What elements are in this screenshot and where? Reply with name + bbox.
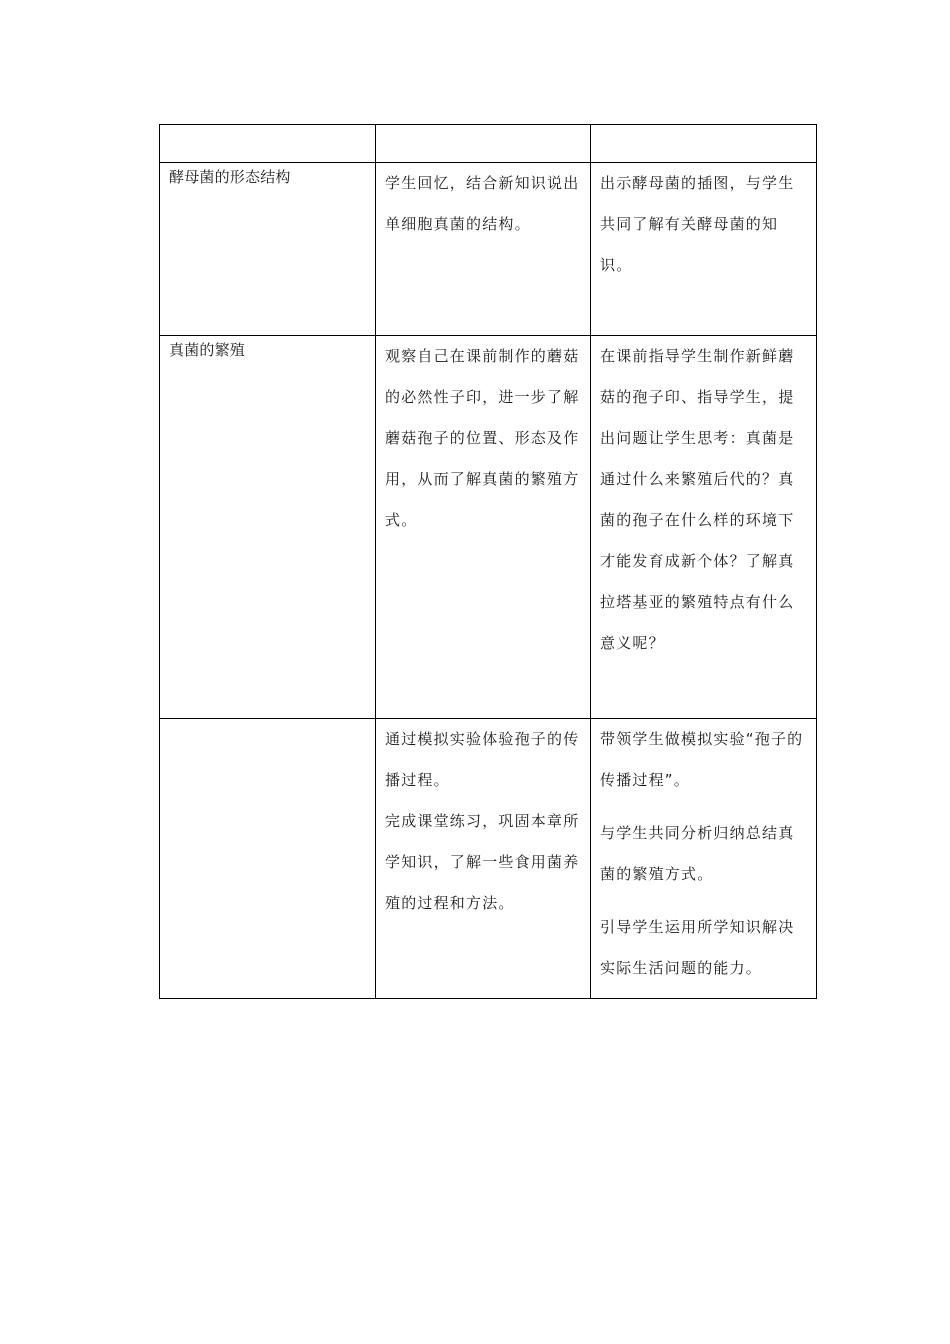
lesson-plan-table — [159, 124, 817, 999]
teacher-activity-cell — [591, 336, 817, 719]
teacher-activity-text: 引导学生运用所学知识解决实际生活问题的能力。 — [600, 918, 795, 977]
topic-cell — [160, 719, 376, 999]
student-activity-text: 通过模拟实验体验孢子的传播过程。 — [385, 730, 580, 789]
topic-cell — [160, 163, 376, 336]
teacher-activity-cell — [591, 163, 817, 336]
table-cell — [160, 125, 376, 163]
topic-label: 真菌的繁殖 — [169, 341, 246, 359]
table-row — [160, 163, 817, 336]
topic-label: 酵母菌的形态结构 — [169, 168, 291, 186]
student-activity-text: 学生回忆，结合新知识说出单细胞真菌的结构。 — [385, 174, 580, 233]
teacher-activity-text: 在课前指导学生制作新鲜蘑菇的孢子印、指导学生，提出问题让学生思考：真菌是通过什么来繁殖后代的？真菌的孢子在什么样的环境下才能发育成新个体？了解真拉塔基亚的繁殖特点有什么意义呢？ — [600, 347, 795, 652]
table-row — [160, 719, 817, 999]
student-activity-cell — [376, 336, 591, 719]
topic-cell — [160, 336, 376, 719]
table-row — [160, 336, 817, 719]
teacher-activity-text: 带领学生做模拟实验“孢子的传播过程”。 — [600, 730, 804, 789]
student-activity-text: 完成课堂练习，巩固本章所学知识，了解一些食用菌养殖的过程和方法。 — [385, 812, 580, 912]
student-activity-cell — [376, 719, 591, 999]
student-activity-cell — [376, 163, 591, 336]
table-header-row — [160, 125, 817, 163]
student-activity-text: 观察自己在课前制作的蘑菇的必然性子印，进一步了解蘑菇孢子的位置、形态及作用，从而了解真菌的繁殖方式。 — [385, 347, 580, 529]
teacher-activity-cell — [591, 719, 817, 999]
table-cell — [376, 125, 591, 163]
teacher-activity-text: 与学生共同分析归纳总结真菌的繁殖方式。 — [600, 824, 795, 883]
table-cell — [591, 125, 817, 163]
teacher-activity-text: 出示酵母菌的插图，与学生共同了解有关酵母菌的知识。 — [600, 174, 795, 274]
